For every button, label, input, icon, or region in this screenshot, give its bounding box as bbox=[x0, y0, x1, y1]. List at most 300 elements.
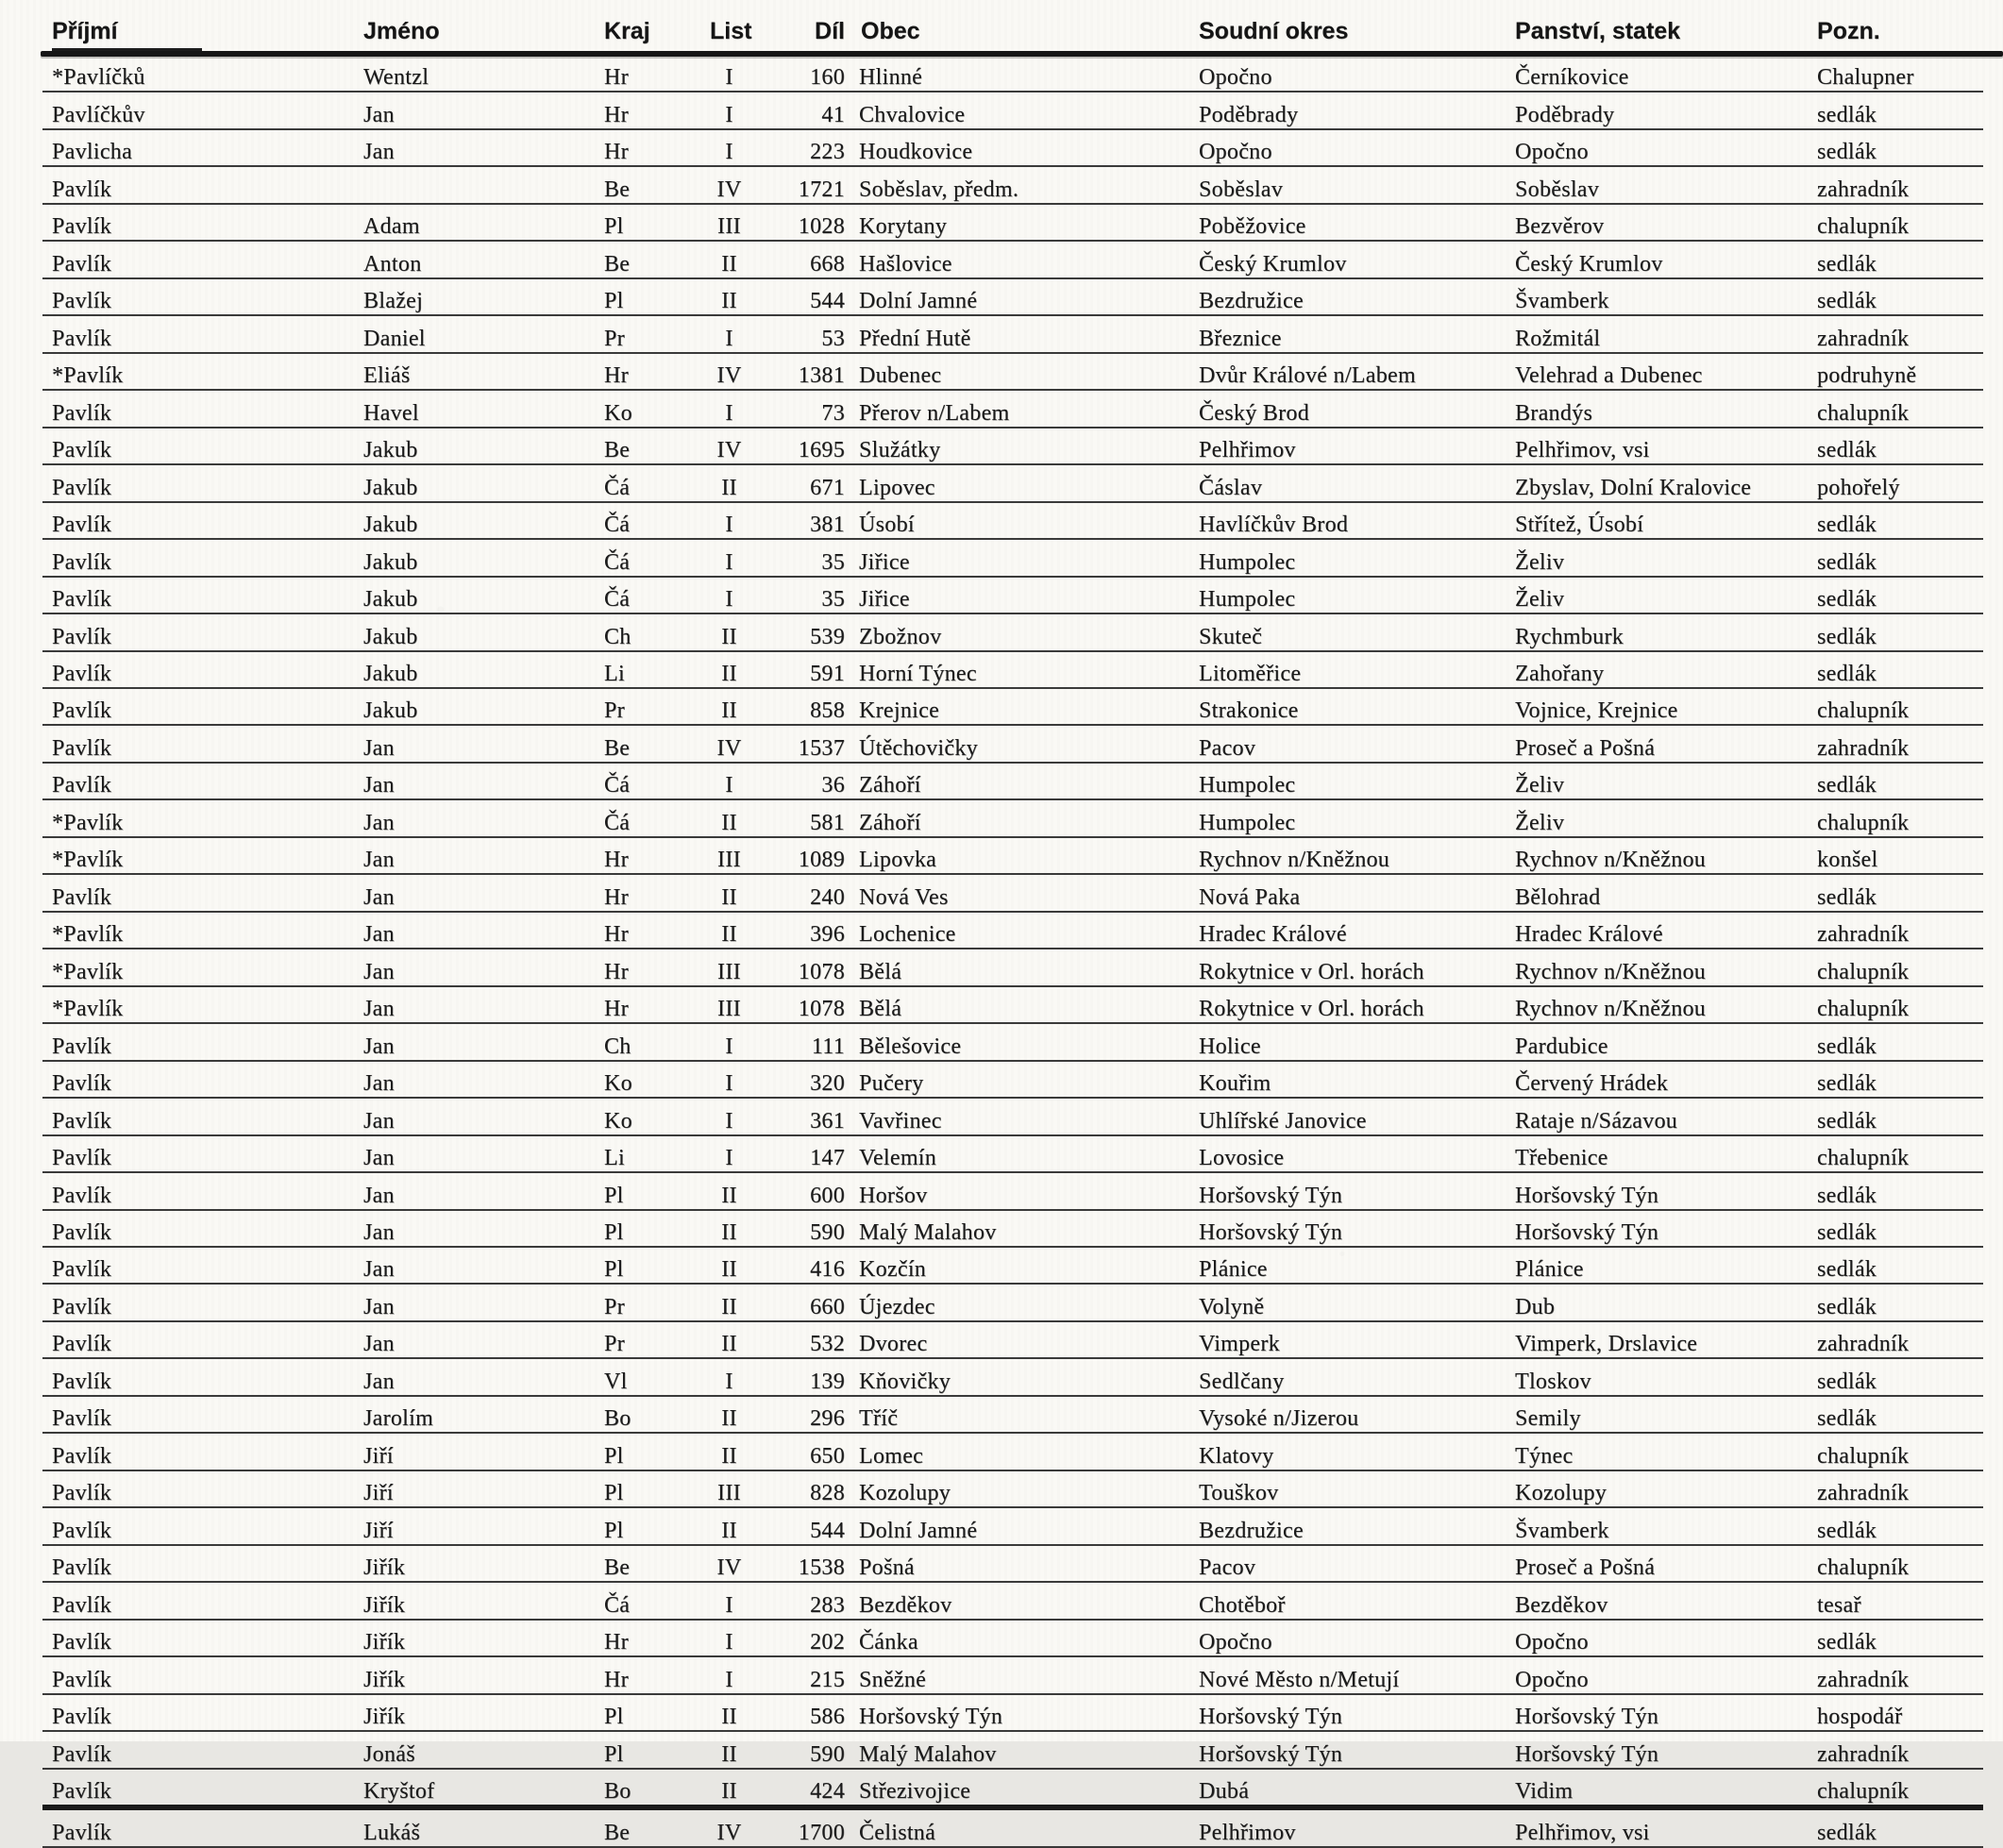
table-row bbox=[42, 1546, 1983, 1583]
cell-panstvi: Rychmburk bbox=[1515, 624, 1624, 649]
cell-list: II bbox=[721, 1705, 737, 1730]
cell-kraj: Li bbox=[604, 661, 625, 686]
cell-obec: Korytany bbox=[859, 214, 948, 240]
cell-surname: Pavlík bbox=[52, 1033, 112, 1059]
cell-panstvi: Proseč a Pošná bbox=[1515, 735, 1656, 761]
cell-dil: 1028 bbox=[798, 214, 845, 240]
cell-surname: *Pavlík bbox=[52, 848, 124, 873]
cell-pozn: zahradník bbox=[1817, 735, 1910, 761]
cell-list: I bbox=[725, 1592, 733, 1618]
cell-name: Jiřík bbox=[363, 1705, 406, 1730]
table-row bbox=[42, 1621, 1983, 1657]
cell-list: I bbox=[725, 65, 733, 91]
cell-list: I bbox=[725, 549, 733, 575]
cell-okres: Rokytnice v Orl. horách bbox=[1199, 959, 1424, 984]
cell-list: II bbox=[721, 624, 737, 649]
cell-obec: Malý Malahov bbox=[859, 1741, 997, 1767]
cell-panstvi: Bezděkov bbox=[1515, 1592, 1608, 1618]
table-row bbox=[42, 1471, 1983, 1508]
cell-kraj: Čá bbox=[604, 773, 631, 798]
cell-panstvi: Horšovský Týn bbox=[1515, 1741, 1659, 1767]
cell-kraj: Hr bbox=[604, 363, 629, 389]
cell-okres: Pacov bbox=[1199, 1555, 1256, 1581]
cell-name: Adam bbox=[363, 214, 420, 240]
column-header-dil: Díl bbox=[815, 18, 845, 44]
cell-panstvi: Tloskov bbox=[1515, 1369, 1591, 1394]
cell-name: Jakub bbox=[363, 438, 418, 463]
cell-panstvi: Týnec bbox=[1515, 1443, 1574, 1469]
cell-pozn: sedlák bbox=[1817, 1820, 1877, 1845]
cell-panstvi: Vojnice, Krejnice bbox=[1515, 698, 1678, 724]
cell-dil: 41 bbox=[821, 102, 845, 127]
cell-okres: Kouřim bbox=[1199, 1071, 1271, 1097]
cell-pozn: sedlák bbox=[1817, 624, 1877, 649]
cell-kraj: Hr bbox=[604, 997, 629, 1022]
cell-name: Jan bbox=[363, 1332, 395, 1357]
cell-list: II bbox=[721, 1294, 737, 1319]
cell-dil: 396 bbox=[810, 922, 845, 948]
cell-surname: *Pavlík bbox=[52, 922, 124, 948]
cell-surname: Pavlík bbox=[52, 1630, 112, 1655]
table-row bbox=[42, 540, 1983, 577]
cell-dil: 1078 bbox=[798, 997, 845, 1022]
cell-okres: Čáslav bbox=[1199, 475, 1263, 500]
cell-pozn: sedlák bbox=[1817, 1183, 1877, 1208]
cell-obec: Kozolupy bbox=[859, 1481, 951, 1506]
cell-pozn: sedlák bbox=[1817, 289, 1877, 314]
cell-kraj: Pr bbox=[604, 1294, 625, 1319]
cell-panstvi: Pelhřimov, vsi bbox=[1515, 438, 1650, 463]
table-row bbox=[42, 1770, 1983, 1810]
cell-panstvi: Rataje n/Sázavou bbox=[1515, 1108, 1678, 1134]
cell-name: Jan bbox=[363, 1033, 395, 1059]
cell-surname: Pavlík bbox=[52, 1108, 112, 1134]
cell-pozn: hospodář bbox=[1817, 1705, 1903, 1730]
cell-dil: 202 bbox=[810, 1630, 845, 1655]
cell-dil: 283 bbox=[810, 1592, 845, 1618]
cell-pozn: sedlák bbox=[1817, 1108, 1877, 1134]
cell-pozn: podruhyně bbox=[1817, 363, 1917, 389]
table-row bbox=[42, 1173, 1983, 1210]
cell-dil: 416 bbox=[810, 1257, 845, 1283]
cell-pozn: sedlák bbox=[1817, 1220, 1877, 1245]
cell-kraj: Ch bbox=[604, 1033, 631, 1059]
cell-surname: Pavlík bbox=[52, 326, 112, 351]
cell-surname: Pavlicha bbox=[52, 140, 133, 165]
cell-okres: Humpolec bbox=[1199, 810, 1296, 835]
cell-surname: Pavlík bbox=[52, 1257, 112, 1283]
cell-kraj: Pr bbox=[604, 1332, 625, 1357]
cell-name: Jan bbox=[363, 1108, 395, 1134]
cell-dil: 532 bbox=[810, 1332, 845, 1357]
cell-name: Jan bbox=[363, 1369, 395, 1394]
cell-panstvi: Hradec Králové bbox=[1515, 922, 1663, 948]
cell-surname: Pavlík bbox=[52, 549, 112, 575]
cell-kraj: Pl bbox=[604, 1741, 624, 1767]
cell-name: Eliáš bbox=[363, 363, 411, 389]
cell-kraj: Hr bbox=[604, 884, 629, 910]
table-row bbox=[42, 428, 1983, 465]
cell-kraj: Be bbox=[604, 1820, 631, 1845]
cell-surname: Pavlík bbox=[52, 1779, 112, 1805]
cell-okres: Plánice bbox=[1199, 1257, 1268, 1283]
cell-list: I bbox=[725, 102, 733, 127]
cell-kraj: Ko bbox=[604, 1108, 632, 1134]
cell-dil: 53 bbox=[821, 326, 845, 351]
table-row bbox=[42, 1434, 1983, 1470]
cell-list: II bbox=[721, 475, 737, 500]
cell-kraj: Pl bbox=[604, 1257, 624, 1283]
cell-panstvi: Brandýs bbox=[1515, 400, 1593, 426]
cell-okres: Humpolec bbox=[1199, 587, 1296, 613]
cell-surname: Pavlík bbox=[52, 475, 112, 500]
cell-kraj: Čá bbox=[604, 549, 631, 575]
cell-panstvi: Semily bbox=[1515, 1406, 1581, 1432]
cell-dil: 668 bbox=[810, 251, 845, 277]
cell-okres: Volyně bbox=[1199, 1294, 1265, 1319]
cell-kraj: Hr bbox=[604, 922, 629, 948]
cell-list: II bbox=[721, 1443, 737, 1469]
cell-dil: 73 bbox=[821, 400, 845, 426]
cell-panstvi: Opočno bbox=[1515, 140, 1589, 165]
cell-kraj: Ko bbox=[604, 400, 632, 426]
cell-panstvi: Bělohrad bbox=[1515, 884, 1601, 910]
cell-name: Jan bbox=[363, 1257, 395, 1283]
cell-surname: Pavlík bbox=[52, 1369, 112, 1394]
cell-okres: Bezdružice bbox=[1199, 289, 1304, 314]
column-header-obec: Obec bbox=[861, 18, 920, 44]
table-row bbox=[42, 949, 1983, 986]
cell-name: Jan bbox=[363, 1071, 395, 1097]
cell-okres: Český Brod bbox=[1199, 400, 1309, 426]
cell-kraj: Bo bbox=[604, 1406, 631, 1432]
cell-name: Jan bbox=[363, 1146, 395, 1171]
cell-obec: Bělá bbox=[859, 997, 902, 1022]
cell-obec: Chvalovice bbox=[859, 102, 966, 127]
cell-panstvi: Švamberk bbox=[1515, 1518, 1609, 1543]
cell-okres: Soběslav bbox=[1199, 176, 1284, 202]
cell-okres: Holice bbox=[1199, 1033, 1261, 1059]
cell-kraj: Čá bbox=[604, 587, 631, 613]
cell-list: III bbox=[717, 214, 741, 240]
cell-panstvi: Rožmitál bbox=[1515, 326, 1601, 351]
cell-panstvi: Rychnov n/Kněžnou bbox=[1515, 959, 1707, 984]
cell-name: Daniel bbox=[363, 326, 426, 351]
cell-name: Jakub bbox=[363, 587, 418, 613]
cell-surname: Pavlík bbox=[52, 1592, 112, 1618]
cell-kraj: Pl bbox=[604, 289, 624, 314]
cell-pozn: sedlák bbox=[1817, 1257, 1877, 1283]
cell-pozn: sedlák bbox=[1817, 1071, 1877, 1097]
cell-okres: Litoměřice bbox=[1199, 661, 1302, 686]
cell-obec: Lipovka bbox=[859, 848, 937, 873]
cell-dil: 1721 bbox=[798, 176, 845, 202]
cell-obec: Hašlovice bbox=[859, 251, 952, 277]
table-row bbox=[42, 875, 1983, 912]
cell-pozn: pohořelý bbox=[1817, 475, 1900, 500]
cell-pozn: Chalupner bbox=[1817, 65, 1914, 91]
column-header-okres: Soudní okres bbox=[1199, 18, 1349, 44]
cell-name: Kryštof bbox=[363, 1779, 435, 1805]
cell-panstvi: Proseč a Pošná bbox=[1515, 1555, 1656, 1581]
cell-surname: Pavlík bbox=[52, 661, 112, 686]
cell-kraj: Ch bbox=[604, 624, 631, 649]
cell-pozn: chalupník bbox=[1817, 698, 1910, 724]
cell-name: Jiří bbox=[363, 1481, 394, 1506]
cell-kraj: Pr bbox=[604, 326, 625, 351]
cell-okres: Nové Město n/Metují bbox=[1199, 1667, 1400, 1692]
cell-pozn: zahradník bbox=[1817, 1481, 1910, 1506]
cell-okres: Pelhřimov bbox=[1199, 438, 1296, 463]
cell-dil: 858 bbox=[810, 698, 845, 724]
cell-dil: 539 bbox=[810, 624, 845, 649]
cell-list: I bbox=[725, 326, 733, 351]
table-row bbox=[42, 279, 1983, 316]
cell-panstvi: Střítež, Úsobí bbox=[1515, 512, 1644, 538]
column-header-panstvi: Panství, statek bbox=[1515, 18, 1681, 44]
cell-obec: Pošná bbox=[859, 1555, 915, 1581]
cell-dil: 215 bbox=[810, 1667, 845, 1692]
cell-okres: Poběžovice bbox=[1199, 214, 1306, 240]
cell-name: Jakub bbox=[363, 512, 418, 538]
cell-name: Lukáš bbox=[363, 1820, 421, 1845]
cell-surname: Pavlík bbox=[52, 1183, 112, 1208]
cell-dil: 320 bbox=[810, 1071, 845, 1097]
cell-name: Jan bbox=[363, 922, 395, 948]
cell-okres: Lovosice bbox=[1199, 1146, 1285, 1171]
cell-dil: 240 bbox=[810, 884, 845, 910]
cell-kraj: Pl bbox=[604, 214, 624, 240]
cell-panstvi: Pardubice bbox=[1515, 1033, 1608, 1059]
table-row bbox=[42, 838, 1983, 875]
cell-panstvi: Želiv bbox=[1515, 773, 1565, 798]
table-row bbox=[42, 1099, 1983, 1135]
cell-pozn: sedlák bbox=[1817, 587, 1877, 613]
cell-list: II bbox=[721, 1779, 737, 1805]
cell-obec: Záhoří bbox=[859, 810, 921, 835]
cell-name: Jakub bbox=[363, 624, 418, 649]
cell-name: Jiřík bbox=[363, 1630, 406, 1655]
cell-list: II bbox=[721, 289, 737, 314]
cell-panstvi: Soběslav bbox=[1515, 176, 1600, 202]
cell-list: I bbox=[725, 140, 733, 165]
table-row bbox=[42, 316, 1983, 353]
cell-obec: Bezděkov bbox=[859, 1592, 952, 1618]
cell-dil: 1381 bbox=[798, 363, 845, 389]
cell-pozn: chalupník bbox=[1817, 1146, 1910, 1171]
cell-okres: Humpolec bbox=[1199, 773, 1296, 798]
table-body bbox=[42, 56, 1983, 1848]
table-row bbox=[42, 726, 1983, 763]
cell-list: IV bbox=[716, 735, 742, 761]
table-row bbox=[42, 354, 1983, 391]
cell-name: Jan bbox=[363, 1220, 395, 1245]
cell-name: Jiří bbox=[363, 1518, 394, 1543]
cell-pozn: sedlák bbox=[1817, 884, 1877, 910]
cell-surname: Pavlík bbox=[52, 1820, 112, 1845]
cell-pozn: sedlák bbox=[1817, 1518, 1877, 1543]
cell-kraj: Be bbox=[604, 735, 631, 761]
cell-list: I bbox=[725, 1071, 733, 1097]
table-row bbox=[42, 987, 1983, 1024]
cell-kraj: Hr bbox=[604, 848, 629, 873]
cell-dil: 111 bbox=[811, 1033, 845, 1059]
cell-name: Jan bbox=[363, 884, 395, 910]
cell-kraj: Be bbox=[604, 176, 631, 202]
cell-okres: Rokytnice v Orl. horách bbox=[1199, 997, 1424, 1022]
cell-list: III bbox=[717, 848, 741, 873]
cell-obec: Lomec bbox=[859, 1443, 924, 1469]
cell-dil: 424 bbox=[810, 1779, 845, 1805]
cell-name: Jan bbox=[363, 773, 395, 798]
cell-obec: Bělá bbox=[859, 959, 902, 984]
cell-okres: Poděbrady bbox=[1199, 102, 1299, 127]
cell-pozn: zahradník bbox=[1817, 1741, 1910, 1767]
cell-kraj: Be bbox=[604, 1555, 631, 1581]
cell-dil: 381 bbox=[810, 512, 845, 538]
cell-pozn: sedlák bbox=[1817, 773, 1877, 798]
cell-panstvi: Kozolupy bbox=[1515, 1481, 1607, 1506]
cell-surname: Pavlík bbox=[52, 1146, 112, 1171]
cell-surname: Pavlík bbox=[52, 1481, 112, 1506]
cell-dil: 139 bbox=[810, 1369, 845, 1394]
cell-name: Jan bbox=[363, 102, 395, 127]
cell-okres: Český Krumlov bbox=[1199, 251, 1347, 277]
cell-list: II bbox=[721, 810, 737, 835]
cell-pozn: sedlák bbox=[1817, 512, 1877, 538]
cell-surname: Pavlík bbox=[52, 624, 112, 649]
table-row bbox=[42, 1285, 1983, 1321]
cell-dil: 1700 bbox=[798, 1820, 845, 1845]
cell-pozn: chalupník bbox=[1817, 997, 1910, 1022]
cell-dil: 590 bbox=[810, 1220, 845, 1245]
cell-obec: Útěchovičky bbox=[859, 735, 978, 761]
cell-dil: 1695 bbox=[798, 438, 845, 463]
cell-pozn: zahradník bbox=[1817, 326, 1910, 351]
cell-obec: Houdkovice bbox=[859, 140, 973, 165]
cell-panstvi: Želiv bbox=[1515, 549, 1565, 575]
cell-panstvi: Vidim bbox=[1515, 1779, 1574, 1805]
cell-name: Jan bbox=[363, 140, 395, 165]
cell-okres: Uhlířské Janovice bbox=[1199, 1108, 1367, 1134]
cell-panstvi: Rychnov n/Kněžnou bbox=[1515, 997, 1707, 1022]
cell-pozn: chalupník bbox=[1817, 400, 1910, 426]
table-row bbox=[42, 1248, 1983, 1285]
cell-surname: *Pavlík bbox=[52, 363, 124, 389]
cell-list: I bbox=[725, 587, 733, 613]
cell-surname: Pavlík bbox=[52, 1741, 112, 1767]
cell-pozn: sedlák bbox=[1817, 1369, 1877, 1394]
cell-dil: 147 bbox=[810, 1146, 845, 1171]
cell-list: IV bbox=[716, 438, 742, 463]
table-row bbox=[42, 56, 1983, 92]
cell-name: Jakub bbox=[363, 549, 418, 575]
cell-panstvi: Želiv bbox=[1515, 810, 1565, 835]
cell-surname: Pavlík bbox=[52, 587, 112, 613]
cell-dil: 36 bbox=[821, 773, 845, 798]
cell-obec: Tříč bbox=[859, 1406, 899, 1432]
table-row bbox=[42, 242, 1983, 278]
cell-obec: Újezdec bbox=[859, 1294, 935, 1319]
cell-panstvi: Švamberk bbox=[1515, 289, 1609, 314]
cell-name: Jan bbox=[363, 997, 395, 1022]
cell-okres: Nová Paka bbox=[1199, 884, 1301, 910]
cell-pozn: chalupník bbox=[1817, 214, 1910, 240]
cell-obec: Přerov n/Labem bbox=[859, 400, 1010, 426]
cell-obec: Horní Týnec bbox=[859, 661, 977, 686]
cell-okres: Vysoké n/Jizerou bbox=[1199, 1406, 1359, 1432]
cell-obec: Střezivojice bbox=[859, 1779, 971, 1805]
cell-name: Jonáš bbox=[363, 1741, 415, 1767]
cell-name: Anton bbox=[363, 251, 422, 277]
cell-list: IV bbox=[716, 1820, 742, 1845]
cell-dil: 1538 bbox=[798, 1555, 845, 1581]
cell-surname: Pavlík bbox=[52, 214, 112, 240]
cell-obec: Dubenec bbox=[859, 363, 942, 389]
cell-okres: Horšovský Týn bbox=[1199, 1183, 1343, 1208]
cell-okres: Havlíčkův Brod bbox=[1199, 512, 1349, 538]
cell-dil: 660 bbox=[810, 1294, 845, 1319]
cell-kraj: Pl bbox=[604, 1518, 624, 1543]
cell-list: I bbox=[725, 400, 733, 426]
cell-obec: Pučery bbox=[859, 1071, 924, 1097]
cell-obec: Jiřice bbox=[859, 587, 910, 613]
cell-surname: *Pavlík bbox=[52, 959, 124, 984]
cell-kraj: Be bbox=[604, 438, 631, 463]
cell-kraj: Pl bbox=[604, 1183, 624, 1208]
cell-kraj: Ko bbox=[604, 1071, 632, 1097]
cell-pozn: sedlák bbox=[1817, 251, 1877, 277]
cell-panstvi: Opočno bbox=[1515, 1667, 1589, 1692]
cell-surname: Pavlík bbox=[52, 1705, 112, 1730]
table-row bbox=[42, 614, 1983, 651]
cell-kraj: Hr bbox=[604, 1667, 629, 1692]
cell-pozn: sedlák bbox=[1817, 549, 1877, 575]
cell-dil: 1078 bbox=[798, 959, 845, 984]
cell-surname: Pavlík bbox=[52, 1220, 112, 1245]
table-row bbox=[42, 578, 1983, 614]
cell-pozn: sedlák bbox=[1817, 102, 1877, 127]
table-row bbox=[42, 130, 1983, 167]
table-row bbox=[42, 1024, 1983, 1061]
cell-surname: Pavlík bbox=[52, 1555, 112, 1581]
cell-obec: Hlinné bbox=[859, 65, 923, 91]
cell-okres: Horšovský Týn bbox=[1199, 1741, 1343, 1767]
cell-okres: Březnice bbox=[1199, 326, 1282, 351]
cell-surname: Pavlík bbox=[52, 1667, 112, 1692]
cell-kraj: Be bbox=[604, 251, 631, 277]
cell-dil: 223 bbox=[810, 140, 845, 165]
cell-list: IV bbox=[716, 363, 742, 389]
cell-okres: Opočno bbox=[1199, 65, 1272, 91]
cell-list: II bbox=[721, 1741, 737, 1767]
cell-panstvi: Rychnov n/Kněžnou bbox=[1515, 848, 1707, 873]
cell-obec: Dvorec bbox=[859, 1332, 928, 1357]
cell-obec: Velemín bbox=[859, 1146, 937, 1171]
column-header-pozn: Pozn. bbox=[1817, 18, 1880, 44]
cell-kraj: Čá bbox=[604, 475, 631, 500]
cell-panstvi: Černíkovice bbox=[1515, 65, 1629, 91]
cell-okres: Klatovy bbox=[1199, 1443, 1274, 1469]
cell-pozn: tesař bbox=[1817, 1592, 1861, 1618]
cell-pozn: sedlák bbox=[1817, 438, 1877, 463]
table-row bbox=[42, 167, 1983, 204]
column-header-surname: Příjmí bbox=[52, 15, 202, 51]
cell-pozn: zahradník bbox=[1817, 1332, 1910, 1357]
cell-surname: Pavlík bbox=[52, 512, 112, 538]
cell-obec: Lochenice bbox=[859, 922, 956, 948]
cell-obec: Zbožnov bbox=[859, 624, 942, 649]
